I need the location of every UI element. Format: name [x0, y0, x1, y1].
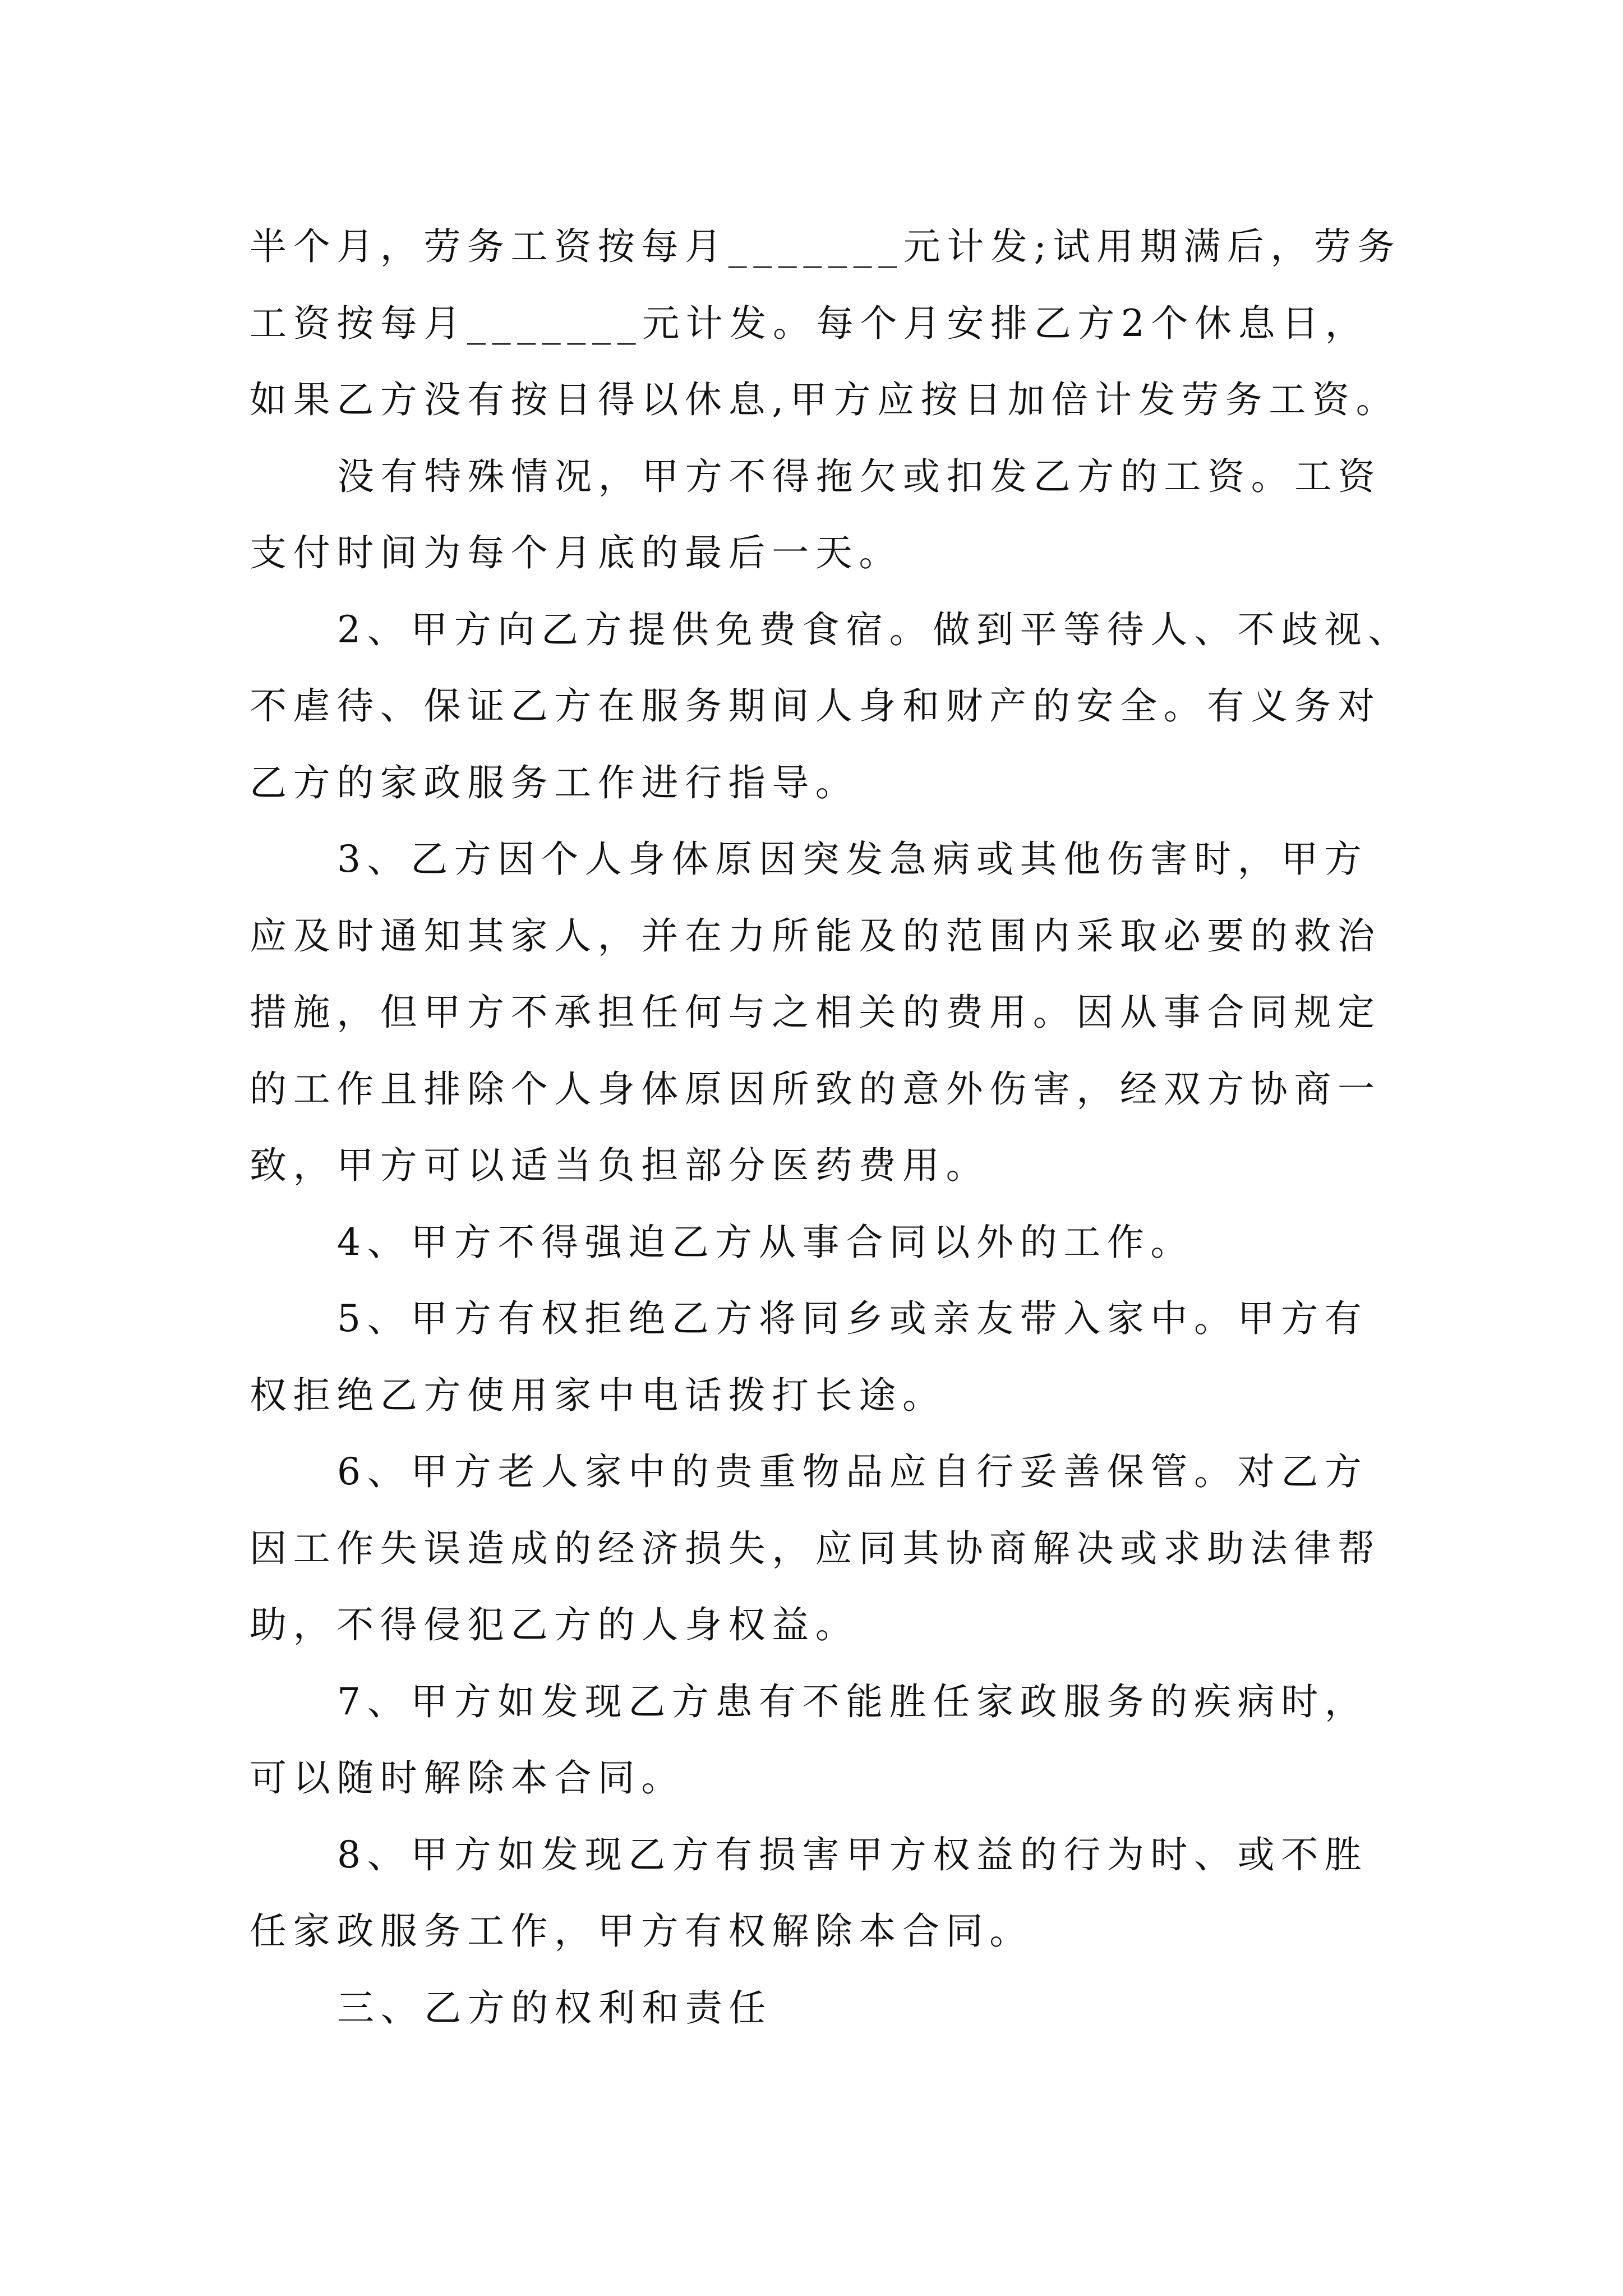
paragraph-wage-terms [250, 209, 1539, 439]
paragraph-clause-6 [250, 1434, 1539, 1664]
text-line: 7、甲方如发现乙方患有不能胜任家政服务的疾病时， [337, 1680, 1368, 1723]
paragraph-clause-3 [250, 821, 1539, 1204]
paragraph-clause-2 [250, 592, 1539, 822]
text-line: 工资按每月_______元计发。每个月安排乙方2个休息日， [250, 301, 1369, 345]
text-line: 5、甲方有权拒绝乙方将同乡或亲友带入家中。甲方有 [337, 1297, 1368, 1340]
section-heading [250, 1970, 1539, 2047]
text-line: 措施，但甲方不承担任何与之相关的费用。因从事合同规定 [250, 991, 1381, 1034]
text-line: 没有特殊情况，甲方不得拖欠或扣发乙方的工资。工资 [337, 454, 1382, 498]
text-line: 2、甲方向乙方提供免费食宿。做到平等待人、不歧视、 [337, 608, 1412, 651]
paragraph-clause-8 [250, 1817, 1539, 1970]
text-line: 支付时间为每个月底的最后一天。 [250, 531, 902, 574]
text-line: 权拒绝乙方使用家中电话拨打长途。 [250, 1373, 946, 1417]
paragraph-wage-payment [250, 439, 1539, 592]
text-line: 致，甲方可以适当负担部分医药费用。 [250, 1144, 990, 1187]
paragraph-clause-7 [250, 1664, 1539, 1817]
text-line: 乙方的家政服务工作进行指导。 [250, 761, 859, 804]
text-line: 任家政服务工作，甲方有权解除本合同。 [250, 1910, 1033, 1953]
text-line: 3、乙方因个人身体原因突发急病或其他伤害时，甲方 [337, 838, 1368, 881]
text-line: 8、甲方如发现乙方有损害甲方权益的行为时、或不胜 [337, 1833, 1368, 1876]
paragraph-clause-5 [250, 1281, 1539, 1434]
text-line: 如果乙方没有按日得以休息,甲方应按日加倍计发劳务工资。 [250, 378, 1400, 421]
text-line: 半个月，劳务工资按每月_______元计发;试用期满后，劳务 [250, 225, 1401, 268]
text-line: 助，不得侵犯乙方的人身权益。 [250, 1603, 859, 1646]
paragraph-clause-4 [250, 1204, 1539, 1281]
text-line: 应及时通知其家人，并在力所能及的范围内采取必要的救治 [250, 914, 1381, 958]
section-heading-text: 三、乙方的权利和责任 [337, 1986, 772, 2030]
text-line: 4、甲方不得强迫乙方从事合同以外的工作。 [337, 1220, 1194, 1264]
text-line: 因工作失误造成的经济损失，应同其协商解决或求助法律帮 [250, 1526, 1381, 1570]
document-body [250, 209, 1539, 2046]
text-line: 可以随时解除本合同。 [250, 1756, 685, 1800]
text-line: 不虐待、保证乙方在服务期间人身和财产的安全。有义务对 [250, 684, 1381, 728]
text-line: 的工作且排除个人身体原因所致的意外伤害，经双方协商一 [250, 1067, 1381, 1111]
text-line: 6、甲方老人家中的贵重物品应自行妥善保管。对乙方 [337, 1450, 1368, 1493]
